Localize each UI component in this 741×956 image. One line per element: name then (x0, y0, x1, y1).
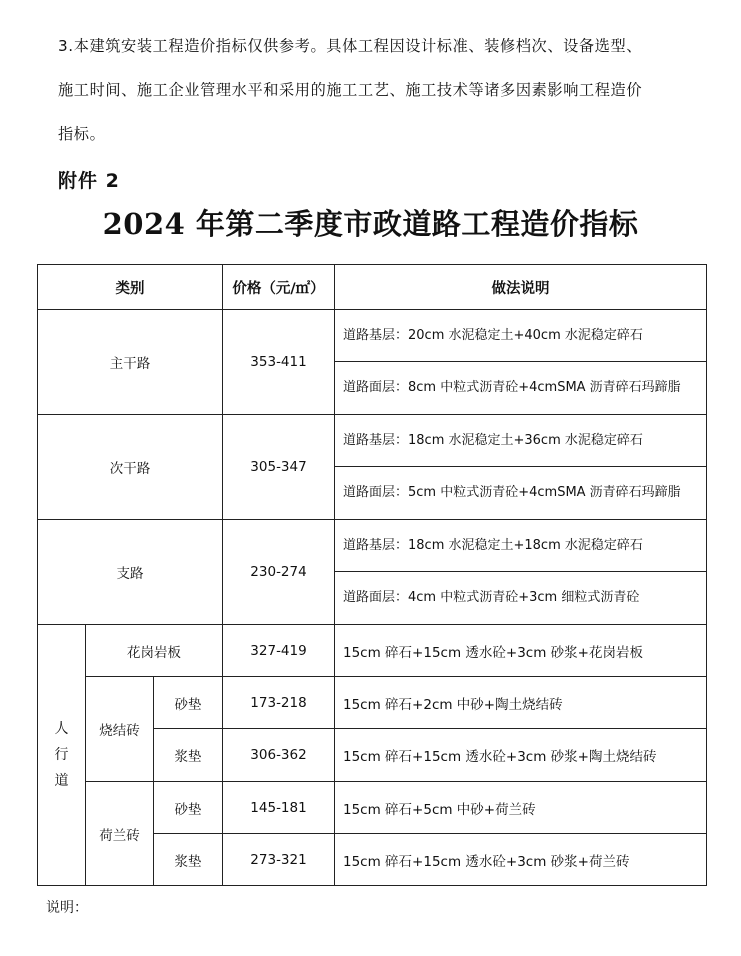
dutch-brick-name: 荷兰砖 (86, 782, 154, 886)
road-name: 支路 (38, 520, 223, 625)
page-title: 2024 年第二季度市政道路工程造价指标 (102, 207, 639, 241)
road-name: 次干路 (38, 415, 223, 520)
road-price: 353-411 (223, 310, 335, 415)
table-header-row (38, 265, 707, 310)
notes-line-1: 3.本建筑安装工程造价指标仅供参考。具体工程因设计标准、装修档次、设备选型、 (58, 37, 643, 55)
road-base-method: 道路基层：20cm 水泥稳定土+40cm 水泥稳定碎石 (335, 310, 707, 362)
notes-line-2: 施工时间、施工企业管理水平和采用的施工工艺、施工技术等诸多因素影响工程造价 (58, 81, 643, 99)
fired-brick-sand-method: 15cm 碎石+2cm 中砂+陶土烧结砖 (335, 677, 707, 729)
road-surface-method: 道路面层：5cm 中粒式沥青砼+4cmSMA 沥青碎石玛蹄脂 (335, 467, 707, 520)
granite-price: 327-419 (223, 625, 335, 677)
table-row (38, 415, 707, 467)
bedding-type: 砂垫 (154, 677, 223, 729)
road-base-method: 道路基层：18cm 水泥稳定土+18cm 水泥稳定碎石 (335, 520, 707, 572)
road-base-method: 道路基层：18cm 水泥稳定土+36cm 水泥稳定碎石 (335, 415, 707, 467)
road-price: 230-274 (223, 520, 335, 625)
dutch-brick-mortar-price: 273-321 (223, 834, 335, 886)
fired-brick-mortar-price: 306-362 (223, 729, 335, 782)
fired-brick-mortar-method: 15cm 碎石+15cm 透水砼+3cm 砂浆+陶土烧结砖 (335, 729, 707, 782)
sidewalk-label (38, 625, 86, 886)
attachment-label: 附件 2 (58, 170, 120, 192)
road-name: 主干路 (38, 310, 223, 415)
footer-note-label: 说明： (46, 900, 88, 916)
dutch-brick-sand-method: 15cm 碎石+5cm 中砂+荷兰砖 (335, 782, 707, 834)
table-row (38, 310, 707, 362)
fired-brick-sand-price: 173-218 (223, 677, 335, 729)
granite-method: 15cm 碎石+15cm 透水砼+3cm 砂浆+花岗岩板 (335, 625, 707, 677)
sidewalk-label-char: 人 (54, 721, 69, 737)
road-surface-method: 道路面层：4cm 中粒式沥青砼+3cm 细粒式沥青砼 (335, 572, 707, 625)
notes-line-3: 指标。 (58, 125, 106, 143)
fired-brick-name: 烧结砖 (86, 677, 154, 782)
bedding-type: 浆垫 (154, 729, 223, 782)
table-row (38, 625, 707, 677)
road-surface-method: 道路面层：8cm 中粒式沥青砼+4cmSMA 沥青碎石玛蹄脂 (335, 362, 707, 415)
dutch-brick-sand-price: 145-181 (223, 782, 335, 834)
granite-name: 花岗岩板 (86, 625, 223, 677)
price-index-table (37, 264, 707, 886)
road-price: 305-347 (223, 415, 335, 520)
sidewalk-label-char: 道 (54, 773, 69, 789)
header-price: 价格（元/㎡） (223, 265, 335, 310)
header-method: 做法说明 (335, 265, 707, 310)
table-row (38, 782, 707, 834)
dutch-brick-mortar-method: 15cm 碎石+15cm 透水砼+3cm 砂浆+荷兰砖 (335, 834, 707, 886)
bedding-type: 浆垫 (154, 834, 223, 886)
bedding-type: 砂垫 (154, 782, 223, 834)
sidewalk-label-char: 行 (54, 747, 69, 763)
table-row (38, 520, 707, 572)
header-category: 类别 (38, 265, 223, 310)
table-row (38, 677, 707, 729)
